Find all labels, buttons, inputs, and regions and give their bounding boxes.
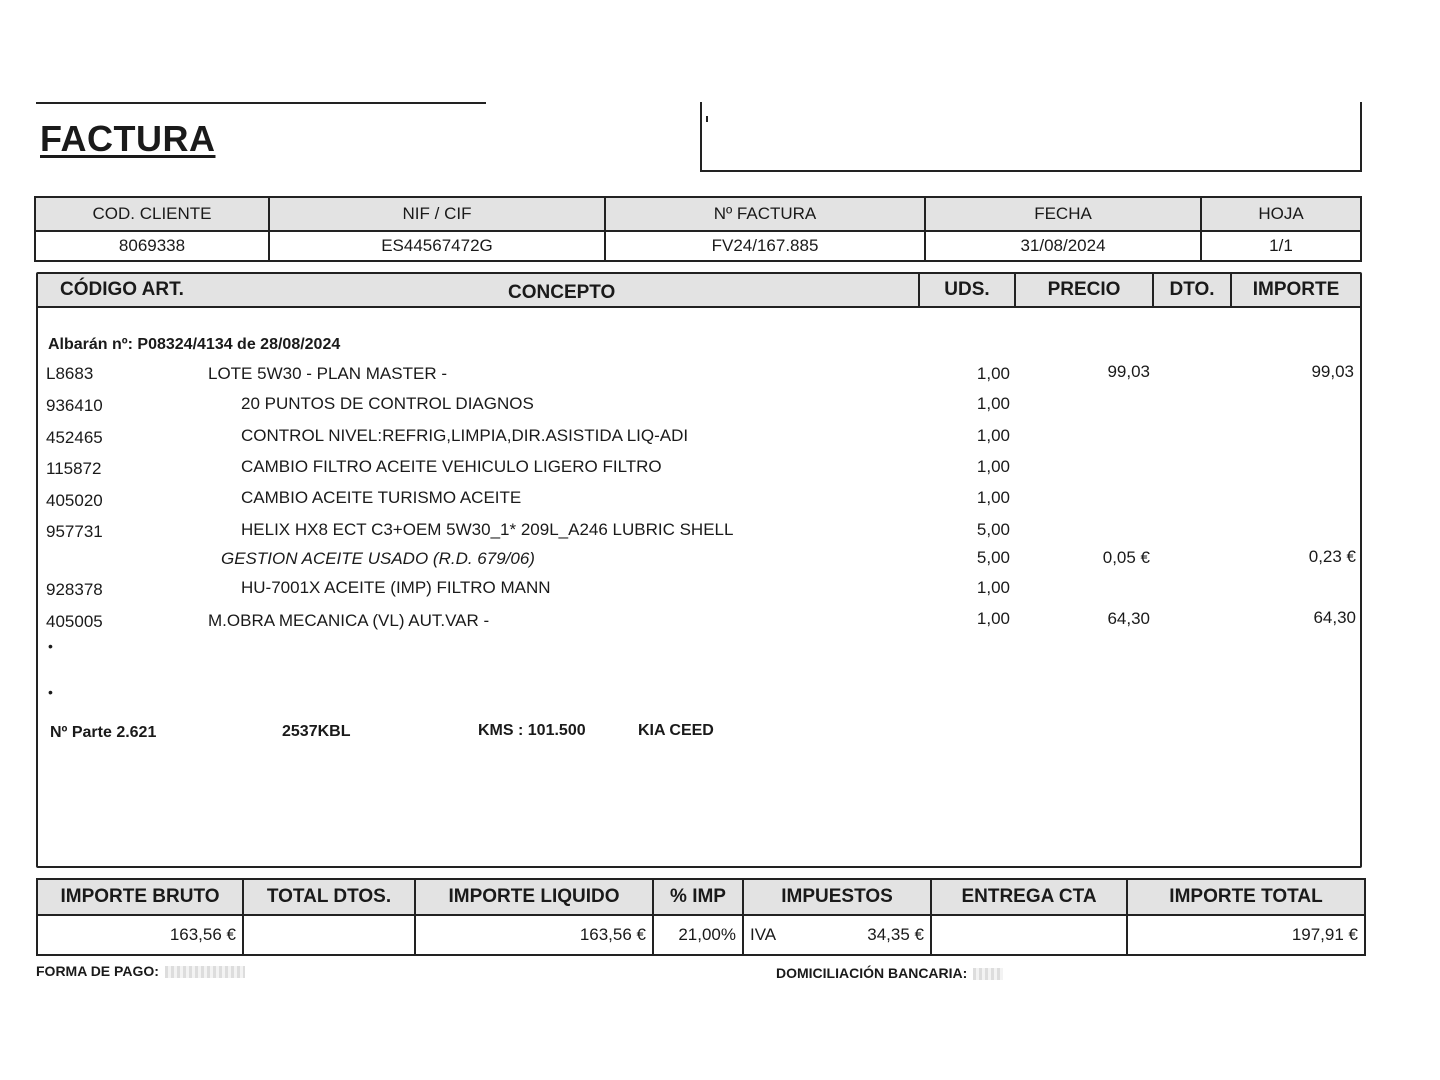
totals-label-total: IMPORTE TOTAL (1127, 879, 1365, 915)
totals-value-liquido: 163,56 € (415, 915, 653, 955)
item-concept: HELIX HX8 ECT C3+OEM 5W30_1* 209L_A246 LUBRIC SHELL (241, 520, 734, 539)
item-concept: GESTION ACEITE USADO (R.D. 679/06) (221, 549, 535, 568)
item-code: L8683 (46, 364, 94, 383)
vehicle-matricula: 2537KBL (282, 723, 351, 740)
col-header-precio: PRECIO (1014, 274, 1152, 308)
item-concept: CONTROL NIVEL:REFRIG,LIMPIA,DIR.ASISTIDA LIQ-ADI (241, 426, 689, 445)
item-code: 936410 (46, 396, 103, 415)
totals-label-entrega: ENTREGA CTA (931, 879, 1127, 915)
col-header-codigo-label: CÓDIGO ART. (60, 279, 184, 300)
vehicle-parte: Nº Parte 2.621 (50, 724, 157, 741)
redacted-mark (165, 966, 245, 978)
item-concept: LOTE 5W30 - PLAN MASTER - (208, 364, 447, 383)
item-precio: 64,30 (1107, 609, 1150, 628)
item-code: 405005 (46, 612, 103, 631)
totals-value-dtos (243, 915, 415, 955)
col-header-codigo (38, 274, 918, 308)
item-uds: 1,00 (976, 394, 1010, 413)
item-concept: HU-7001X ACEITE (IMP) FILTRO MANN (241, 578, 551, 597)
top-rule (36, 102, 486, 104)
col-header-importe: IMPORTE (1230, 274, 1360, 308)
totals-value-bruto: 163,56 € (37, 915, 243, 955)
item-code: 957731 (46, 522, 103, 541)
item-concept: 20 PUNTOS DE CONTROL DIAGNOS (241, 394, 534, 413)
vehicle-kms: KMS : 101.500 (478, 722, 586, 739)
totals-label-impuestos: IMPUESTOS (743, 879, 931, 915)
item-uds: 1,00 (976, 609, 1010, 628)
tax-amount: 34,35 € (867, 925, 924, 944)
item-uds: 5,00 (976, 548, 1010, 567)
item-code: 928378 (46, 580, 103, 599)
item-code: 405020 (46, 491, 103, 510)
col-header-uds: UDS. (918, 274, 1014, 308)
items-table (36, 272, 1362, 868)
address-box (700, 102, 1362, 172)
header-value-nif: ES44567472G (269, 231, 605, 261)
header-value-fecha: 31/08/2024 (925, 231, 1201, 261)
domiciliacion (776, 965, 1003, 981)
header-value-cliente: 8069338 (35, 231, 269, 261)
address-mark (706, 116, 708, 122)
forma-pago-label: FORMA DE PAGO: (36, 963, 159, 979)
item-precio: 0,05 € (1102, 548, 1150, 567)
item-concept: CAMBIO FILTRO ACEITE VEHICULO LIGERO FILTRO (241, 457, 662, 476)
item-importe: 64,30 (1313, 608, 1356, 627)
bullet-mark: • (48, 638, 53, 654)
item-importe: 0,23 € (1308, 547, 1356, 566)
item-uds: 1,00 (976, 488, 1010, 507)
document-title: FACTURA (40, 118, 216, 159)
col-header-concepto: CONCEPTO (508, 282, 616, 303)
totals-label-liquido: IMPORTE LIQUIDO (415, 879, 653, 915)
bullet-mark: • (48, 684, 53, 700)
totals-value-entrega (931, 915, 1127, 955)
albaran-line: Albarán nº: P08324/4134 de 28/08/2024 (48, 336, 341, 353)
header-label-hoja: HOJA (1201, 197, 1361, 231)
invoice-header-table (34, 196, 1362, 262)
header-label-fecha: FECHA (925, 197, 1201, 231)
redacted-mark (973, 968, 1003, 980)
col-header-dto: DTO. (1152, 274, 1230, 308)
tax-name: IVA (750, 925, 777, 944)
item-code: 452465 (46, 428, 103, 447)
header-value-hoja: 1/1 (1201, 231, 1361, 261)
header-label-nif: NIF / CIF (269, 197, 605, 231)
item-precio: 99,03 (1107, 362, 1150, 381)
totals-label-pct: % IMP (653, 879, 743, 915)
domiciliacion-label: DOMICILIACIÓN BANCARIA: (776, 965, 968, 981)
header-value-factura: FV24/167.885 (605, 231, 925, 261)
header-label-cliente: COD. CLIENTE (35, 197, 269, 231)
item-uds: 1,00 (976, 578, 1010, 597)
item-uds: 1,00 (976, 426, 1010, 445)
item-uds: 5,00 (976, 520, 1010, 539)
col-header-spacer (498, 274, 508, 308)
totals-table (36, 878, 1366, 956)
totals-value-impuestos (743, 915, 931, 955)
totals-value-total: 197,91 € (1127, 915, 1365, 955)
item-importe: 99,03 (1311, 362, 1354, 381)
item-code: 115872 (46, 459, 102, 478)
item-uds: 1,00 (976, 364, 1010, 383)
item-concept: M.OBRA MECANICA (VL) AUT.VAR - (208, 611, 490, 630)
vehicle-modelo: KIA CEED (638, 722, 714, 739)
totals-value-pct: 21,00% (653, 915, 743, 955)
header-label-factura: Nº FACTURA (605, 197, 925, 231)
item-concept: CAMBIO ACEITE TURISMO ACEITE (241, 488, 522, 507)
totals-label-dtos: TOTAL DTOS. (243, 879, 415, 915)
item-uds: 1,00 (976, 457, 1010, 476)
totals-label-bruto: IMPORTE BRUTO (37, 879, 243, 915)
forma-pago (36, 963, 245, 979)
